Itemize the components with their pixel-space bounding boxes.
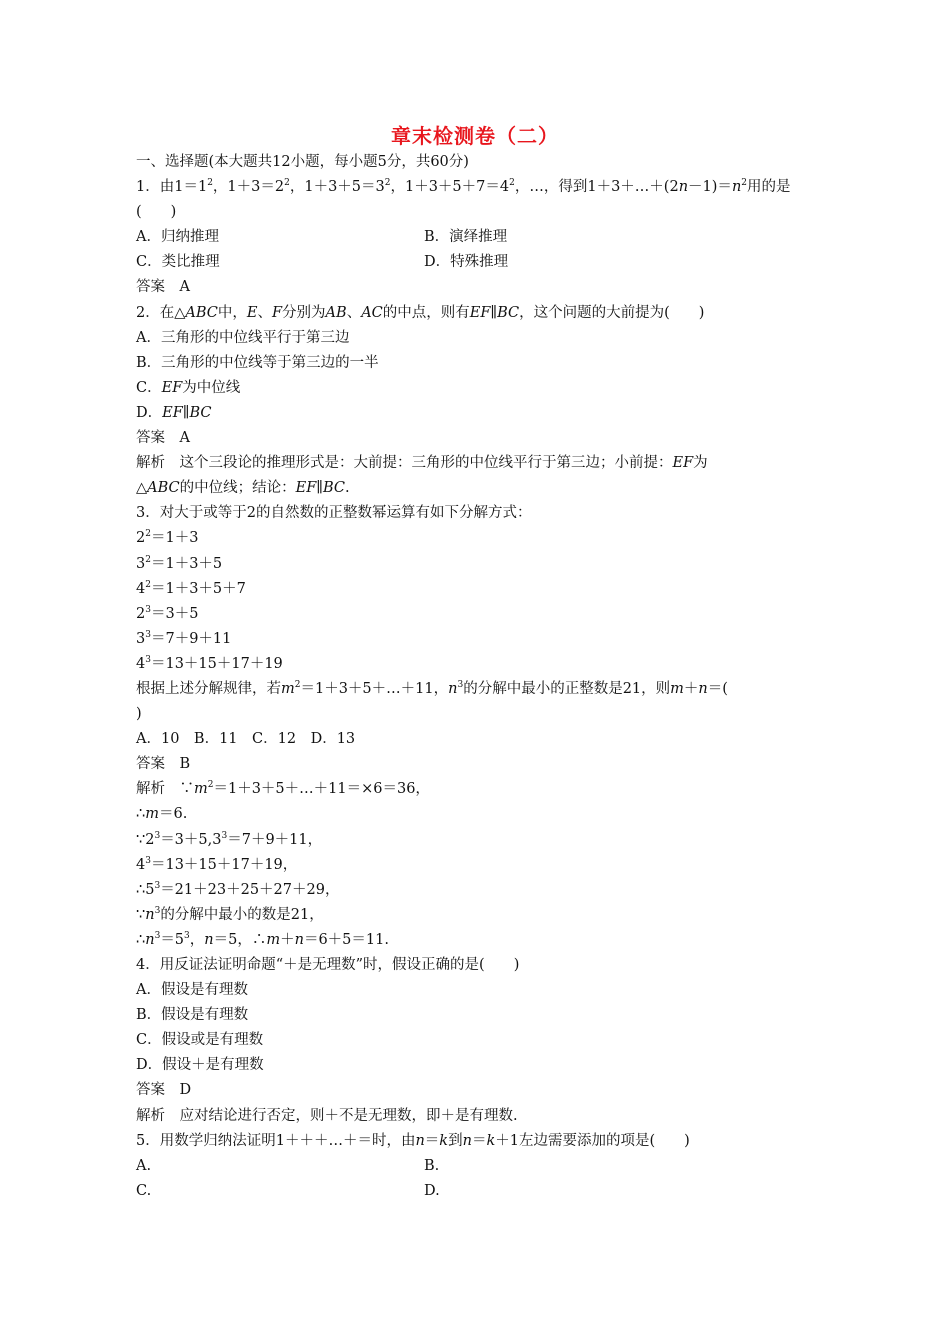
q3-solution-line: $\therefore n^3=5^3$，n＝5，∴m＋n＝6＋5＝11.: [136, 930, 389, 948]
q1-stem-blank: ( ): [136, 204, 177, 221]
q5-option-a: A.: [136, 1157, 152, 1174]
q2-option-b: B．三角形的中位线等于第三边的一半: [136, 354, 379, 371]
q3-rule-blank: ): [136, 706, 142, 723]
q3-solution-line: $\because n^3$的分解中最小的数是21，: [136, 905, 324, 923]
q1-options-row2: [136, 250, 826, 275]
q5-options-row1: [136, 1154, 826, 1179]
q5-stem: 5．用数学归纳法证明1＋＋＋…＋＝时，由n＝k到n＝k＋1左边需要添加的项是( ): [136, 1132, 690, 1149]
q1-answer: 答案 A: [136, 279, 190, 296]
page-title: 章末检测卷（二）: [391, 124, 559, 148]
q4-option-a: A．假设是有理数: [136, 982, 248, 999]
q3-decomposition-row: $3^2=1+3+5$: [136, 554, 223, 572]
q3-decomposition-row: $4^3=13+15+17+19$: [136, 654, 283, 672]
q4-explanation: 解析 应对结论进行否定，则＋不是无理数，即＋是有理数.: [136, 1107, 518, 1124]
q4-stem: 4．用反证法证明命题“＋是无理数”时，假设正确的是( ): [136, 957, 520, 973]
q3-solution-line: $\therefore 5^3=21+23+25+27+29$，: [136, 880, 340, 898]
q4-option-d: D．假设＋是有理数: [136, 1057, 264, 1074]
q5-option-d: D.: [424, 1182, 440, 1199]
q1-option-c: C．类比推理: [136, 254, 220, 271]
q3-options: A．10 B．11 C．12 D．13: [136, 731, 356, 748]
q3-decomposition-row: $2^3=3+5$: [136, 604, 199, 622]
q1-options-row1: [136, 225, 826, 250]
q2-option-d: D．EF∥BC: [136, 404, 212, 421]
q1-option-d: D．特殊推理: [424, 254, 509, 271]
q5-option-b: B.: [424, 1157, 440, 1174]
q2-explanation-line2: △ABC的中位线；结论：EF∥BC.: [136, 480, 350, 497]
q2-option-c: C．EF为中位线: [136, 379, 241, 396]
q3-decomposition-row: $2^2=1+3$: [136, 529, 199, 547]
q3-solution-line: ∴m＝6.: [136, 806, 188, 823]
section-heading: 一、选择题(本大题共12小题，每小题5分，共60分): [136, 154, 469, 170]
q4-option-b: B．假设是有理数: [136, 1007, 249, 1024]
q1-option-b: B．演绎推理: [424, 229, 508, 246]
q4-option-c: C．假设或是有理数: [136, 1032, 264, 1049]
q3-solution-line: $\because 2^3=3+5,3^3=7+9+11$，: [136, 830, 323, 848]
q3-answer: 答案 B: [136, 756, 191, 773]
q3-decomposition-row: $3^3=7+9+11$: [136, 629, 232, 647]
q4-answer: 答案 D: [136, 1082, 192, 1099]
q2-explanation-line1: 解析 这个三段论的推理形式是：大前提：三角形的中位线平行于第三边；小前提：EF为: [136, 455, 708, 472]
q1-option-a: A．归纳推理: [136, 229, 219, 246]
q3-rule: 根据上述分解规律，若$m^2=1+3+5+\dots+11$，$n^3$的分解中最小的正整数是21，则m＋n＝(: [136, 679, 728, 697]
q3-stem: 3．对大于或等于2的自然数的正整数幂运算有如下分解方式：: [136, 505, 532, 522]
q2-stem: 2．在△ABC中，E、F分别为AB、AC的中点，则有EF∥BC，这个问题的大前提为( ): [136, 304, 705, 321]
q5-option-c: C.: [136, 1182, 152, 1199]
q5-options-row2: [136, 1179, 826, 1204]
q3-solution-line: $4^3=13+15+17+19$，: [136, 855, 298, 873]
q3-decomposition-row: $4^2=1+3+5+7$: [136, 579, 246, 597]
q3-solution-line: 解析 $\because m^2=1+3+5+\dots+11=\times 6=36$，: [136, 780, 430, 798]
document-body: [136, 150, 826, 1204]
q1-stem: 1．由$1=1^2$，$1+3=2^2$，$1+3+5=3^2$，$1+3+5+7=4^2$，…，得到$1+3+\dots+(2n-1)=n^2$用的是: [136, 178, 791, 196]
q2-option-a: A．三角形的中位线平行于第三边: [136, 329, 350, 346]
q2-answer: 答案 A: [136, 430, 190, 447]
